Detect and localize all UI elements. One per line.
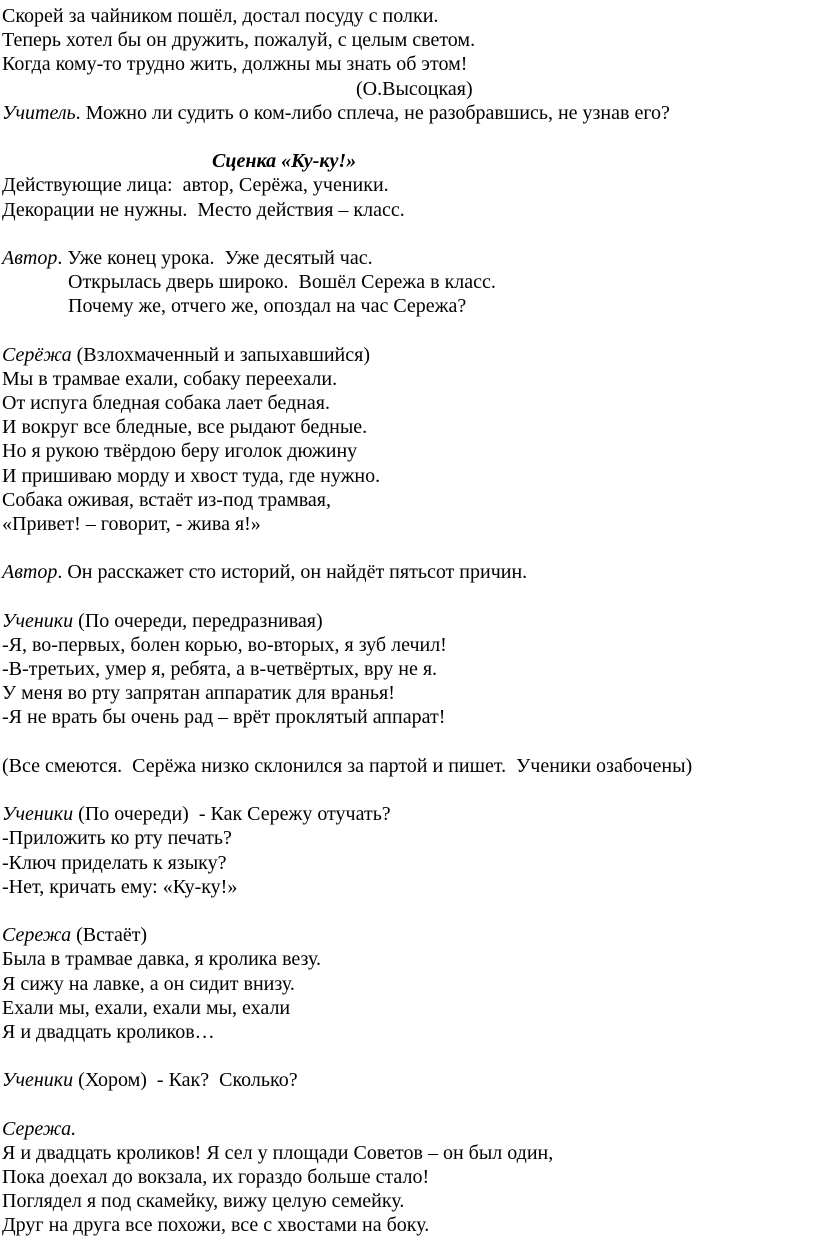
verse-line: Но я рукою твёрдою беру иголок дюжину xyxy=(2,440,358,463)
verse-line: У меня во рту запрятан аппаратик для вранья! xyxy=(2,682,395,705)
author-line: Автор. Он расскажет сто историй, он найдёт пятьсот причин. xyxy=(2,561,528,584)
cast-line: Действующие лица: автор, Серёжа, ученики. xyxy=(2,174,389,197)
speaker-teacher: Учитель xyxy=(2,101,76,124)
serezha-heading: Серёжа (Взлохмаченный и запыхавшийся) xyxy=(2,343,370,366)
author-line: Автор. Уже конец урока. Уже десятый час. xyxy=(2,246,373,269)
verse-line: Собака оживая, встаёт из-под трамвая, xyxy=(2,488,331,511)
poem-line: Когда кому-то трудно жить, должны мы знать об этом! xyxy=(2,53,468,76)
speaker-author: Автор xyxy=(2,561,58,584)
verse-line: Была в трамвае давка, я кролика везу. xyxy=(2,948,322,971)
poem-line: Скорей за чайником пошёл, достал посуду с полки. xyxy=(2,5,439,27)
poem-signature: (О.Высоцкая) xyxy=(356,77,473,100)
decor-line: Декорации не нужны. Место действия – класс. xyxy=(2,198,405,221)
verse-line: -Я, во-первых, болен корью, во-вторых, я зуб лечил! xyxy=(2,633,447,656)
verse-line: -В-третьих, умер я, ребята, а в-четвёртых, вру не я. xyxy=(2,658,438,681)
speaker-serezha: Сережа. xyxy=(2,1117,77,1140)
speaker-pupils: Ученики xyxy=(2,1069,74,1092)
verse-line: -Я не врать бы очень рад – врёт проклятый аппарат! xyxy=(2,706,446,729)
author-line: Почему же, отчего же, опоздал на час Сережа? xyxy=(68,295,467,318)
verse-line: Пока доехал до вокзала, их гораздо больше стало! xyxy=(2,1166,430,1188)
poem-line: Теперь хотел бы он дружить, пожалуй, с целым светом. xyxy=(2,29,476,52)
verse-line: -Нет, кричать ему: «Ку-ку!» xyxy=(2,875,238,898)
speaker-serezha: Сережа xyxy=(2,924,72,947)
verse-line: Друг на друга все похожи, все с хвостами на боку. xyxy=(2,1214,430,1237)
verse-line: Я сижу на лавке, а он сидит внизу. xyxy=(2,972,295,995)
verse-line: Поглядел я под скамейку, вижу целую семейку. xyxy=(2,1190,405,1213)
speaker-author: Автор xyxy=(2,246,58,269)
teacher-text: . Можно ли судить о ком-либо сплеча, не разобравшись, не узнав его? xyxy=(75,101,670,124)
serezha-heading xyxy=(2,1117,816,1141)
verse-line: Мы в трамвае ехали, собаку переехали. xyxy=(2,367,338,390)
verse-line: И вокруг все бледные, все рыдают бедные. xyxy=(2,416,368,439)
pupils-heading: Ученики (По очереди) - Как Сережу отучать? xyxy=(2,803,391,826)
stage-remark: (Все смеются. Серёжа низко склонился за партой и пишет. Ученики озабочены) xyxy=(2,754,693,777)
speaker-pupils: Ученики xyxy=(2,803,74,826)
speaker-serezha: Серёжа xyxy=(2,343,72,366)
verse-line: Я и двадцать кроликов… xyxy=(2,1020,215,1043)
verse-line: И пришиваю морду и хвост туда, где нужно. xyxy=(2,464,381,487)
serezha-heading: Сережа (Встаёт) xyxy=(2,924,148,947)
verse-line: Я и двадцать кроликов! Я сел у площади Советов – он был один, xyxy=(2,1141,554,1164)
author-line: Открылась дверь широко. Вошёл Сережа в класс. xyxy=(68,271,496,294)
verse-line: Ехали мы, ехали, ехали мы, ехали xyxy=(2,996,291,1019)
verse-line: От испуга бледная собака лает бедная. xyxy=(2,392,330,414)
verse-line: -Ключ приделать к языку? xyxy=(2,851,227,874)
pupils-heading: Ученики (По очереди, передразнивая) xyxy=(2,609,323,632)
pupils-heading: Ученики (Хором) - Как? Сколько? xyxy=(2,1069,298,1092)
scene-title: Сценка «Ку-ку!» xyxy=(212,150,357,173)
teacher-line xyxy=(2,101,816,125)
verse-line: «Привет! – говорит, - жива я!» xyxy=(2,512,261,535)
verse-line: -Приложить ко рту печать? xyxy=(2,827,232,850)
speaker-pupils: Ученики xyxy=(2,609,74,632)
